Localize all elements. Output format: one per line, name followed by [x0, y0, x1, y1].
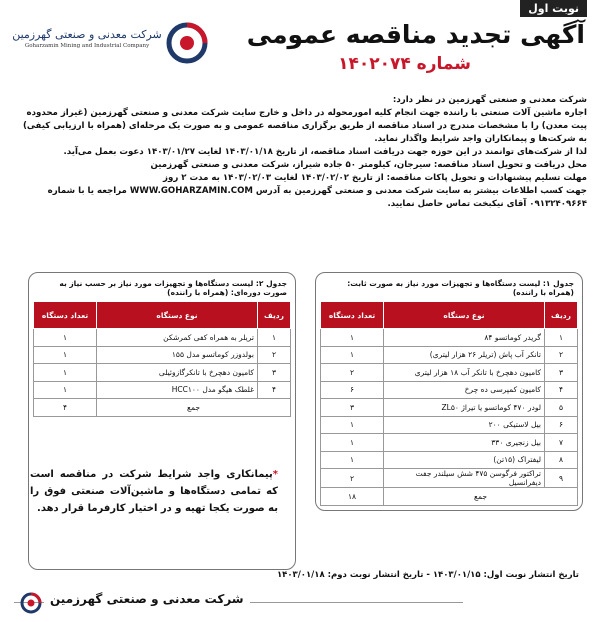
body-line: جهت کسب اطلاعات بیشتر به سایت شرکت معدنی و صنعتی گهرزمین به آدرس WWW.GOHARZAMIN.COM مراجعه یا با شماره ۰۹۱۳۲۴۰۹۶۶۴ آقای نیکبخت تماس حاصل نمایید. — [47, 186, 587, 209]
col-device-type: نوع دستگاه — [97, 302, 258, 329]
table-row — [321, 329, 578, 347]
cell-row-no: ۸ — [545, 451, 578, 469]
table-1 — [320, 301, 578, 506]
cell-row-no: ۵ — [545, 399, 578, 417]
table-row — [321, 381, 578, 399]
table-row — [321, 434, 578, 452]
table-row — [34, 364, 291, 382]
cell-row-no: ۴ — [258, 381, 291, 399]
logo-name-en: Goharzamin Mining and Industrial Company — [24, 43, 150, 49]
footer-logo-icon — [20, 592, 42, 614]
cell-row-no: ۹ — [545, 469, 578, 488]
cell-count: ۱ — [34, 329, 97, 347]
col-row-no: ردیف — [258, 302, 291, 329]
cell-count: ۳ — [321, 399, 384, 417]
total-label: جمع — [97, 399, 291, 417]
col-row-no: ردیف — [545, 302, 578, 329]
table-2 — [33, 301, 291, 417]
table-row — [321, 346, 578, 364]
cell-count: ۱ — [321, 451, 384, 469]
cell-count: ۱ — [34, 346, 97, 364]
col-device-type: نوع دستگاه — [384, 302, 545, 329]
cell-row-no: ۱ — [545, 329, 578, 347]
body-line: شرکت معدنی و صنعتی گهرزمین در نظر دارد: — [392, 95, 587, 105]
cell-row-no: ۳ — [545, 364, 578, 382]
body-line: لذا از شرکت‌های توانمند در این حوزه جهت دریافت اسناد مناقصه، از تاریخ ۱۴۰۳/۰۱/۱۸ لغایت ۱۴۰۳/۰۱/۲۷ دعوت بعمل می‌آید. — [63, 147, 587, 157]
table-row — [321, 469, 578, 488]
table-row — [34, 329, 291, 347]
cell-count: ۲ — [321, 364, 384, 382]
cell-row-no: ۳ — [258, 364, 291, 382]
cell-device: گریدر کوماتسو ۸۴ — [384, 329, 545, 347]
table-2-caption: جدول ۲: لیست دستگاه‌ها و تجهیزات مورد نیاز بر حسب نیاز به صورت دوره‌ای: (همراه با راننده) — [59, 279, 287, 297]
page-title: آگهی تجدید مناقصه عمومی — [246, 20, 585, 49]
cell-device: تریلر به همراه کفی کمرشکن — [97, 329, 258, 347]
table-1-caption: جدول ۱: لیست دستگاه‌ها و تجهیزات مورد نیاز به صورت ثابت: (همراه با راننده) — [347, 279, 574, 297]
announcement-round-tag: نوبت اول — [520, 0, 587, 17]
announcement-body — [14, 94, 587, 211]
cell-device: کامیون کمپرسی ده چرخ — [384, 381, 545, 399]
body-line: اجاره ماشین آلات صنعتی با راننده جهت انجام کلیه امورمحوله در داخل و خارج سایت شرکت معدنی و صنعتی گهرزمین (غیراز محدوده پیت معدن) را با مشخصات مندرج در اسناد مناقصه از طریق برگزاری مناقصه عمومی و به صورت یک مرحله‌ای (همراه با ارزیابی کیفی) به شرکت‌ها و پیمانکاران واجد شرایط واگذار نماید. — [22, 108, 587, 144]
cell-count: ۱ — [34, 381, 97, 399]
total-value: ۴ — [34, 399, 97, 417]
total-label: جمع — [384, 488, 578, 506]
cell-device: لودر ۴۷۰ کوماتسو یا تیراژ ZL۵۰ — [384, 399, 545, 417]
logo-wordmark — [12, 28, 162, 49]
note-mark: * — [272, 469, 278, 480]
cell-count: ۱ — [321, 346, 384, 364]
cell-row-no: ۲ — [258, 346, 291, 364]
cell-device: بولدوزر کوماتسو مدل ۱۵۵ — [97, 346, 258, 364]
cell-device: بیل زنجیری ۳۳۰ — [384, 434, 545, 452]
table-row — [321, 399, 578, 417]
cell-device: بیل لاستیکی ۲۰۰ — [384, 416, 545, 434]
table-header-row — [321, 302, 578, 329]
table-row — [321, 416, 578, 434]
cell-count: ۱ — [321, 329, 384, 347]
header — [6, 14, 591, 76]
equipment-table-2 — [28, 272, 296, 570]
table-total-row — [34, 399, 291, 417]
cell-count: ۱ — [34, 364, 97, 382]
cell-count: ۱ — [321, 416, 384, 434]
cell-row-no: ۱ — [258, 329, 291, 347]
footer-company-name: شرکت معدنی و صنعتی گهرزمین — [44, 592, 250, 606]
cell-device: کامیون دهچرخ با تانکر آب ۱۸ هزار لیتری — [384, 364, 545, 382]
cell-device: کامیون دهچرخ با تانکرگازوئیلی — [97, 364, 258, 382]
table-row — [321, 451, 578, 469]
table-row — [34, 346, 291, 364]
col-device-count: تعداد دستگاه — [34, 302, 97, 329]
col-device-count: تعداد دستگاه — [321, 302, 384, 329]
table-total-row — [321, 488, 578, 506]
cell-row-no: ۷ — [545, 434, 578, 452]
tender-number: شماره ۱۴۰۲۰۷۴ — [338, 54, 471, 74]
footer — [14, 592, 583, 614]
publication-dates: تاریخ انتشار نوبت اول: ۱۴۰۳/۰۱/۱۵ - تاریخ انتشار نوبت دوم: ۱۴۰۳/۰۱/۱۸ — [276, 570, 579, 580]
cell-row-no: ۶ — [545, 416, 578, 434]
cell-row-no: ۲ — [545, 346, 578, 364]
cell-device: غلطک هیگو مدل HCC۱۰۰ — [97, 381, 258, 399]
cell-device: لیفتراک (۱۵تن) — [384, 451, 545, 469]
cell-count: ۱ — [321, 434, 384, 452]
table-row — [34, 381, 291, 399]
company-logo-icon — [166, 22, 208, 64]
table-header-row — [34, 302, 291, 329]
cell-count: ۲ — [321, 469, 384, 488]
equipment-table-1 — [315, 272, 583, 511]
cell-device: تانکر آب پاش (تریلر ۲۶ هزار لیتری) — [384, 346, 545, 364]
cell-row-no: ۴ — [545, 381, 578, 399]
body-line: محل دریافت و تحویل اسناد مناقصه: سیرجان، کیلومتر ۵۰ جاده شیراز، شرکت معدنی و صنعتی گهرزمین — [150, 160, 587, 170]
cell-count: ۶ — [321, 381, 384, 399]
body-line: مهلت تسلیم پیشنهادات و تحویل پاکات مناقصه: از تاریخ ۱۴۰۳/۰۲/۰۲ لغایت ۱۴۰۳/۰۲/۰۳ به مدت ۲ روز — [163, 173, 587, 183]
logo-name: شرکت معدنی و صنعتی گهرزمین — [12, 28, 162, 41]
note-text: پیمانکاری واجد شرایط شرکت در مناقصه است که تمامی دستگاه‌ها و ماشین‌آلات صنعتی فوق را به صورت یکجا تهیه و در اختیار کارفرما قرار دهد. — [30, 469, 278, 514]
cell-device: تراکتور فرگوسن ۴۷۵ شش سیلندر جفت دیفرانسیل — [384, 469, 545, 488]
eligibility-note — [30, 466, 278, 517]
table-row — [321, 364, 578, 382]
total-value: ۱۸ — [321, 488, 384, 506]
